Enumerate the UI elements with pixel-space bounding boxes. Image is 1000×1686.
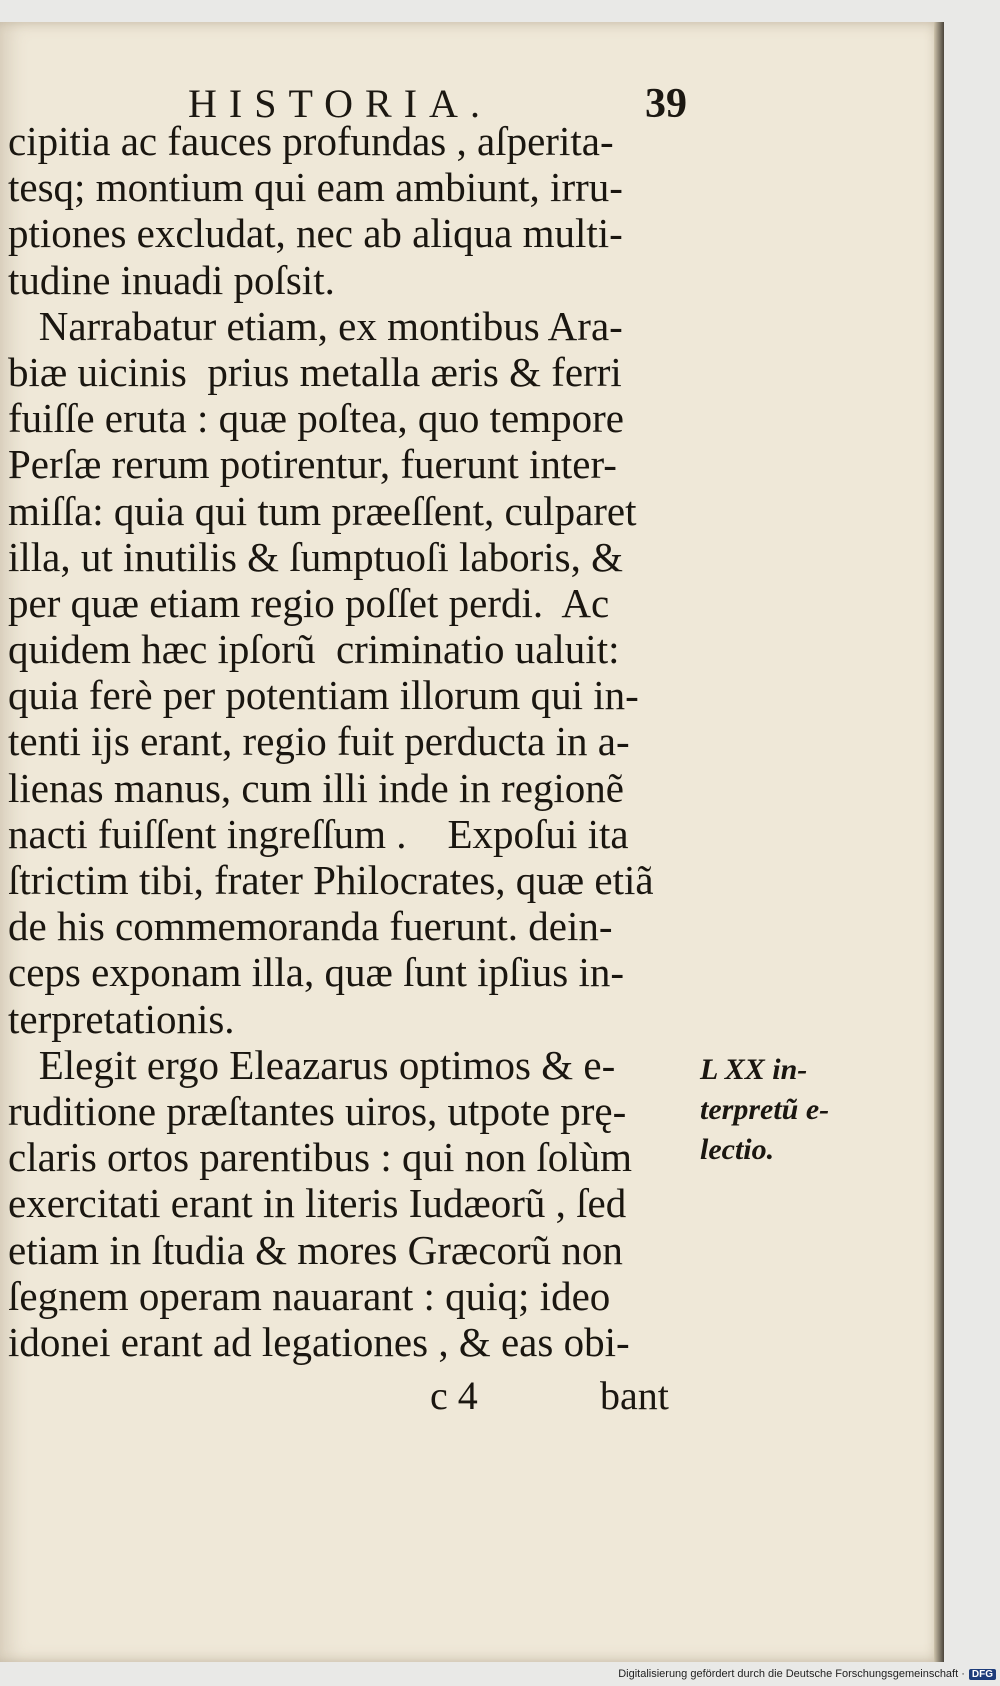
text-line: ruditione præſtantes uiros, utpote prę-: [8, 1087, 627, 1134]
margin-note-line: lectio.: [700, 1133, 775, 1166]
text-line: lienas manus, cum illi inde in regionẽ: [8, 764, 625, 811]
margin-note: [700, 1050, 920, 1170]
running-title: HISTORIA.: [188, 81, 492, 126]
text-line: exercitati erant in literis Iudæorũ , ſed: [8, 1180, 627, 1227]
signature-line: [0, 1372, 940, 1422]
page-number: 39: [645, 81, 687, 127]
text-line: idonei erant ad legationes , & eas obi-: [8, 1318, 630, 1365]
text-line: tesq; montium qui eam ambiunt, irru-: [8, 164, 623, 211]
text-line: biæ uicinis prius metalla æris & ferri: [8, 348, 622, 395]
text-line: ſegnem operam nauarant : quiq; ideo: [8, 1272, 611, 1319]
text-line: per quæ etiam regio poſſet perdi. Ac: [8, 579, 610, 626]
text-line: miſſa: quia qui tum præeſſent, culparet: [8, 487, 637, 534]
text-line: cipitia ac fauces profundas , aſperita-: [8, 118, 614, 164]
text-line: nacti fuiſſent ingreſſum . Expoſui ita: [8, 810, 629, 857]
footer-credit: [560, 1668, 996, 1684]
text-line: Perſæ rerum potirentur, fuerunt inter-: [8, 441, 617, 488]
text-line: ceps exponam illa, quæ ſunt ipſius in-: [8, 949, 625, 996]
text-line: tudine inuadi poſsit.: [8, 256, 335, 303]
text-line: terpretationis.: [8, 995, 235, 1042]
margin-note-line: terpretũ e-: [700, 1093, 830, 1126]
dfg-logo-icon: DFG: [969, 1669, 996, 1680]
text-line: claris ortos parentibus : qui non ſolùm: [8, 1134, 633, 1181]
text-line: fuiſſe eruta : quæ poſtea, quo tempore: [8, 395, 624, 442]
catchword: bant: [600, 1373, 669, 1418]
text-line: Elegit ergo Eleazarus optimos & e-: [8, 1041, 616, 1088]
text-line: etiam in ſtudia & mores Græcorũ non: [8, 1226, 623, 1273]
text-line: ſtrictim tibi, frater Philocrates, quæ etiã: [8, 857, 654, 903]
text-line: ptiones excludat, nec ab aliqua multi-: [8, 210, 623, 257]
text-line: quia ferè per potentiam illorum qui in-: [8, 672, 639, 719]
text-line: tenti ijs erant, regio fuit perducta in a-: [8, 718, 630, 765]
signature-mark: c 4: [430, 1373, 478, 1418]
credit-text: Digitalisierung gefördert durch die Deutsche Forschungsgemeinschaft ·: [618, 1668, 965, 1680]
text-line: Narrabatur etiam, ex montibus Ara-: [8, 302, 623, 349]
margin-note-line: L XX in-: [700, 1053, 808, 1086]
text-line: illa, ut inutilis & ſumptuoſi laboris, &: [8, 533, 623, 580]
text-line: de his commemoranda fuerunt. dein-: [8, 903, 613, 950]
body-text: [8, 118, 688, 1365]
text-line: quidem hæc ipſorũ criminatio ualuit:: [8, 626, 620, 673]
